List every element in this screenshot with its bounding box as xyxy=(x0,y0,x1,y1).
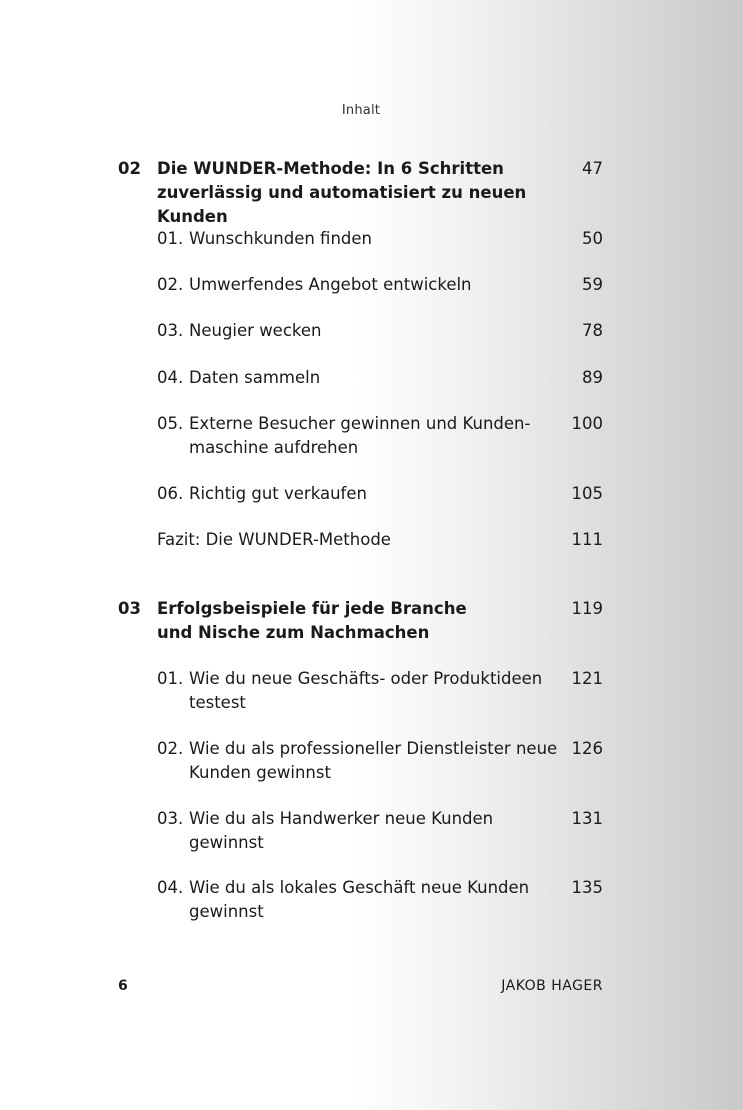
entry-number: 05. xyxy=(157,414,184,433)
footer-page-number: 6 xyxy=(118,978,129,994)
entry-title: Externe Besucher gewinnen und Kunden-maschine aufdrehen xyxy=(189,414,531,457)
chapter-title: Erfolgsbeispiele für jede Branche und Nische zum Nachmachen xyxy=(157,599,467,642)
chapter-number: 03 xyxy=(118,599,141,618)
entry-title: Wie du neue Geschäfts- oder Produktideen testest xyxy=(189,669,543,712)
entry-number: 01. xyxy=(157,669,184,688)
footer-author: JAKOB HAGER xyxy=(501,978,603,994)
entry-number: 01. xyxy=(157,229,184,248)
chapter-number: 02 xyxy=(118,159,141,178)
entry-number: 04. xyxy=(157,878,184,897)
entry-title: Wunschkunden finden xyxy=(189,229,372,248)
entry-page: 100 xyxy=(571,414,603,433)
entry-number: 02. xyxy=(157,275,184,294)
entry-title: Daten sammeln xyxy=(189,368,321,387)
entry-number: 03. xyxy=(157,809,184,828)
chapter-page: 47 xyxy=(582,159,603,178)
entry-number: 02. xyxy=(157,739,184,758)
entry-title: Neugier wecken xyxy=(189,321,322,340)
entry-page: 135 xyxy=(571,878,603,897)
entry-page: 50 xyxy=(582,229,603,248)
entry-number: 06. xyxy=(157,484,184,503)
entry-page: 126 xyxy=(571,739,603,758)
entry-page: 59 xyxy=(582,275,603,294)
page-header: Inhalt xyxy=(341,103,381,118)
chapter-title: Die WUNDER-Methode: In 6 Schritten zuverlässig und automatisiert zu neuen Kunden xyxy=(157,159,527,226)
entry-title: Richtig gut verkaufen xyxy=(189,484,367,503)
entry-number: 04. xyxy=(157,368,184,387)
entry-page: 131 xyxy=(571,809,603,828)
entry-title: Umwerfendes Angebot entwickeln xyxy=(189,275,472,294)
entry-title: Fazit: Die WUNDER-Methode xyxy=(157,530,391,549)
entry-page: 78 xyxy=(582,321,603,340)
entry-title: Wie du als lokales Geschäft neue Kunden gewinnst xyxy=(189,878,530,921)
entry-page: 105 xyxy=(571,484,603,503)
entry-number: 03. xyxy=(157,321,184,340)
entry-page: 121 xyxy=(571,669,603,688)
entry-page: 89 xyxy=(582,368,603,387)
entry-title: Wie du als professioneller Dienstleister neue Kunden gewinnst xyxy=(189,739,558,782)
entry-title: Wie du als Handwerker neue Kunden gewinnst xyxy=(189,809,494,852)
chapter-page: 119 xyxy=(571,599,603,618)
entry-page: 111 xyxy=(571,530,603,549)
